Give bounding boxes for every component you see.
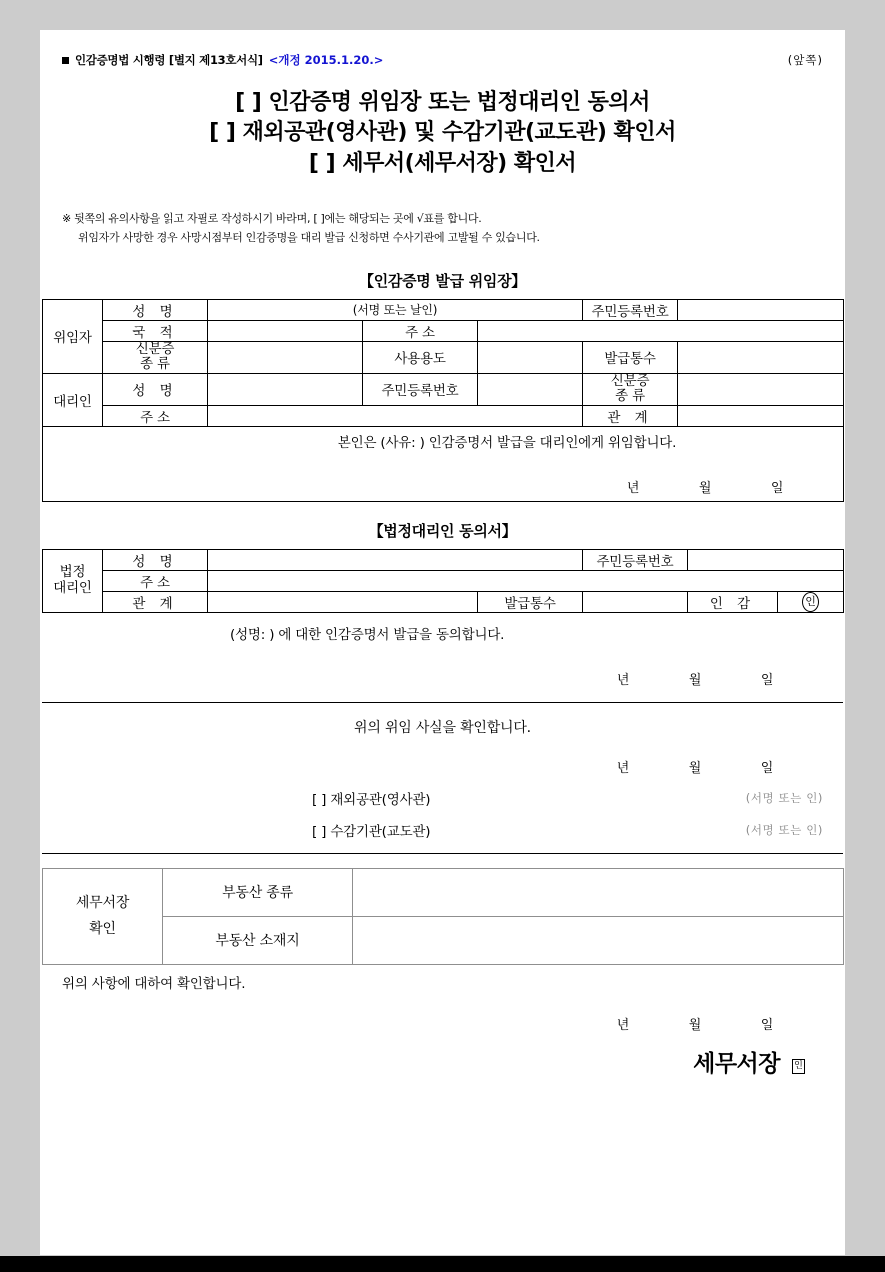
estate-type-label: 부동산 종류 [163, 868, 353, 916]
table-row [43, 405, 844, 426]
guardian-copies-label: 발급통수 [478, 591, 583, 612]
agent-label: 대리인 [43, 373, 103, 426]
guardian-copies-value-cell[interactable] [583, 591, 688, 612]
guardian-relation-label: 관 계 [103, 591, 208, 612]
date-month-label: 월 [688, 760, 702, 776]
guardian-seal-cell[interactable] [778, 591, 844, 612]
rrn-value-cell[interactable] [678, 299, 844, 320]
tax-office-label: 세무서장 확인 [43, 868, 163, 964]
guardian-name-label: 성 명 [103, 549, 208, 570]
table-row [43, 373, 844, 405]
org-signature-note-embassy: (서명 또는 인) [745, 790, 823, 805]
bottom-black-bar [0, 1256, 885, 1272]
tax-confirmation-text: 위의 사항에 대하여 확인합니다. [62, 975, 246, 992]
table-row [43, 570, 844, 591]
field-address-label: 주 소 [363, 320, 478, 341]
agent-address-label: 주 소 [103, 405, 208, 426]
divider-bottom [42, 853, 843, 854]
date-month-label: 월 [688, 672, 702, 688]
signer-block [62, 1045, 823, 1078]
table-row [43, 341, 844, 373]
table-row [43, 426, 844, 501]
tax-date-line[interactable] [62, 1014, 823, 1033]
table-row [43, 591, 844, 612]
agent-idtype-label: 신분증 종 류 [583, 373, 678, 405]
date-year-label: 년 [616, 760, 630, 776]
page-side-marker: (앞쪽) [787, 53, 823, 67]
table-row [43, 299, 844, 320]
agent-idtype-value-cell[interactable] [678, 373, 844, 405]
field-name-label: 성 명 [103, 299, 208, 320]
copies-value-cell[interactable] [678, 341, 844, 373]
name-value-cell[interactable]: (서명 또는 날인) [208, 299, 583, 320]
date-year-label: 년 [616, 1017, 630, 1033]
org-row-embassy [62, 788, 823, 808]
agent-rrn-value-cell[interactable] [478, 373, 583, 405]
table-row [43, 868, 844, 916]
date-day-label: 일 [760, 760, 774, 776]
legal-guardian-label: 법정 대리인 [43, 549, 103, 612]
instructions-notice [40, 209, 845, 248]
seal-stamp-icon: 인 [802, 592, 819, 612]
revision-date: <개정 2015.1.20.> [268, 53, 384, 67]
org-signature-note-prison: (서명 또는 인) [745, 822, 823, 837]
table-row [43, 916, 844, 964]
agent-rrn-label: 주민등록번호 [363, 373, 478, 405]
field-rrn-label: 주민등록번호 [583, 299, 678, 320]
agent-relation-value-cell[interactable] [678, 405, 844, 426]
org-label-prison[interactable]: [ ] 수감기관(교도관) [312, 823, 431, 840]
guardian-seal-label: 인 감 [688, 591, 778, 612]
field-nationality-label: 국 적 [103, 320, 208, 341]
agent-name-value-cell[interactable] [208, 373, 363, 405]
date-year-label: 년 [616, 672, 630, 688]
tax-office-table [42, 868, 844, 965]
delegation-date-line[interactable] [47, 477, 839, 496]
confirmation-title: 위의 위임 사실을 확인합니다. [354, 719, 531, 736]
delegation-statement-cell [43, 426, 844, 501]
section2-caption: 【법정대리인 동의서】 [368, 521, 517, 540]
estate-location-label: 부동산 소재지 [163, 916, 353, 964]
signer-title: 세무서장 [693, 1050, 780, 1077]
nationality-value-cell[interactable] [208, 320, 363, 341]
field-purpose-label: 사용용도 [363, 341, 478, 373]
notice-line-1: ※ 뒷쪽의 유의사항을 읽고 자필로 작성하시기 바라며, [ ]에는 해당되는 곳에 √표를 합니다. [62, 212, 482, 226]
guardian-relation-value-cell[interactable] [208, 591, 478, 612]
law-title: 인감증명법 시행령 [별지 제13호서식] [75, 53, 263, 67]
table-row [43, 549, 844, 570]
consent-block [40, 623, 845, 688]
law-reference [62, 52, 788, 68]
date-month-label: 월 [698, 481, 712, 497]
agent-address-value-cell[interactable] [208, 405, 583, 426]
guardian-address-label: 주 소 [103, 570, 208, 591]
agent-name-label: 성 명 [103, 373, 208, 405]
bullet-square-icon [62, 57, 69, 64]
estate-location-value-cell[interactable] [353, 916, 844, 964]
title-line-1[interactable]: [ ] 인감증명 위임장 또는 법정대리인 동의서 [235, 90, 650, 115]
title-line-2[interactable]: [ ] 재외공관(영사관) 및 수감기관(교도관) 확인서 [209, 120, 676, 146]
notice-line-2: 위임자가 사망한 경우 사망시점부터 인감증명을 대리 발급 신청하면 수사기관에 고발될 수 있습니다. [78, 231, 540, 245]
form-titles [40, 88, 845, 179]
delegator-label: 위임자 [43, 299, 103, 373]
signer-seal-icon: 인 [792, 1059, 805, 1074]
org-label-embassy[interactable]: [ ] 재외공관(영사관) [312, 791, 431, 808]
guardian-name-value-cell[interactable] [208, 549, 583, 570]
section1-caption: 【인감증명 발급 위임장】 [359, 271, 526, 290]
agent-relation-label: 관 계 [583, 405, 678, 426]
date-month-label: 월 [688, 1017, 702, 1033]
address-value-cell[interactable] [478, 320, 844, 341]
date-day-label: 일 [770, 481, 784, 497]
purpose-value-cell[interactable] [478, 341, 583, 373]
delegation-statement[interactable]: 본인은 (사유: ) 인감증명서 발급을 대리인에게 위임합니다. [337, 435, 677, 452]
form-header [40, 30, 845, 68]
date-day-label: 일 [760, 672, 774, 688]
field-copies-label: 발급통수 [583, 341, 678, 373]
guardian-rrn-value-cell[interactable] [688, 549, 844, 570]
table-row [43, 320, 844, 341]
tax-confirmation-block [40, 972, 845, 1078]
idtype-value-cell[interactable] [208, 341, 363, 373]
confirmation-block [40, 717, 845, 840]
date-year-label: 년 [626, 481, 640, 497]
form-page [40, 30, 845, 1255]
consent-date-line[interactable] [62, 669, 823, 688]
title-line-3[interactable]: [ ] 세무서(세무서장) 확인서 [308, 150, 577, 176]
confirmation-date-line[interactable] [62, 757, 823, 776]
guardian-rrn-label: 주민등록번호 [583, 549, 688, 570]
org-row-prison [62, 820, 823, 840]
guardian-address-value-cell[interactable] [208, 570, 844, 591]
legal-guardian-table [42, 549, 844, 613]
date-day-label: 일 [760, 1017, 774, 1033]
delegation-table [42, 299, 844, 502]
estate-type-value-cell[interactable] [353, 868, 844, 916]
consent-statement[interactable]: (성명: ) 에 대한 인감증명서 발급을 동의합니다. [230, 626, 505, 643]
divider-top [42, 702, 843, 703]
field-idtype-label: 신분증 종 류 [103, 341, 208, 373]
